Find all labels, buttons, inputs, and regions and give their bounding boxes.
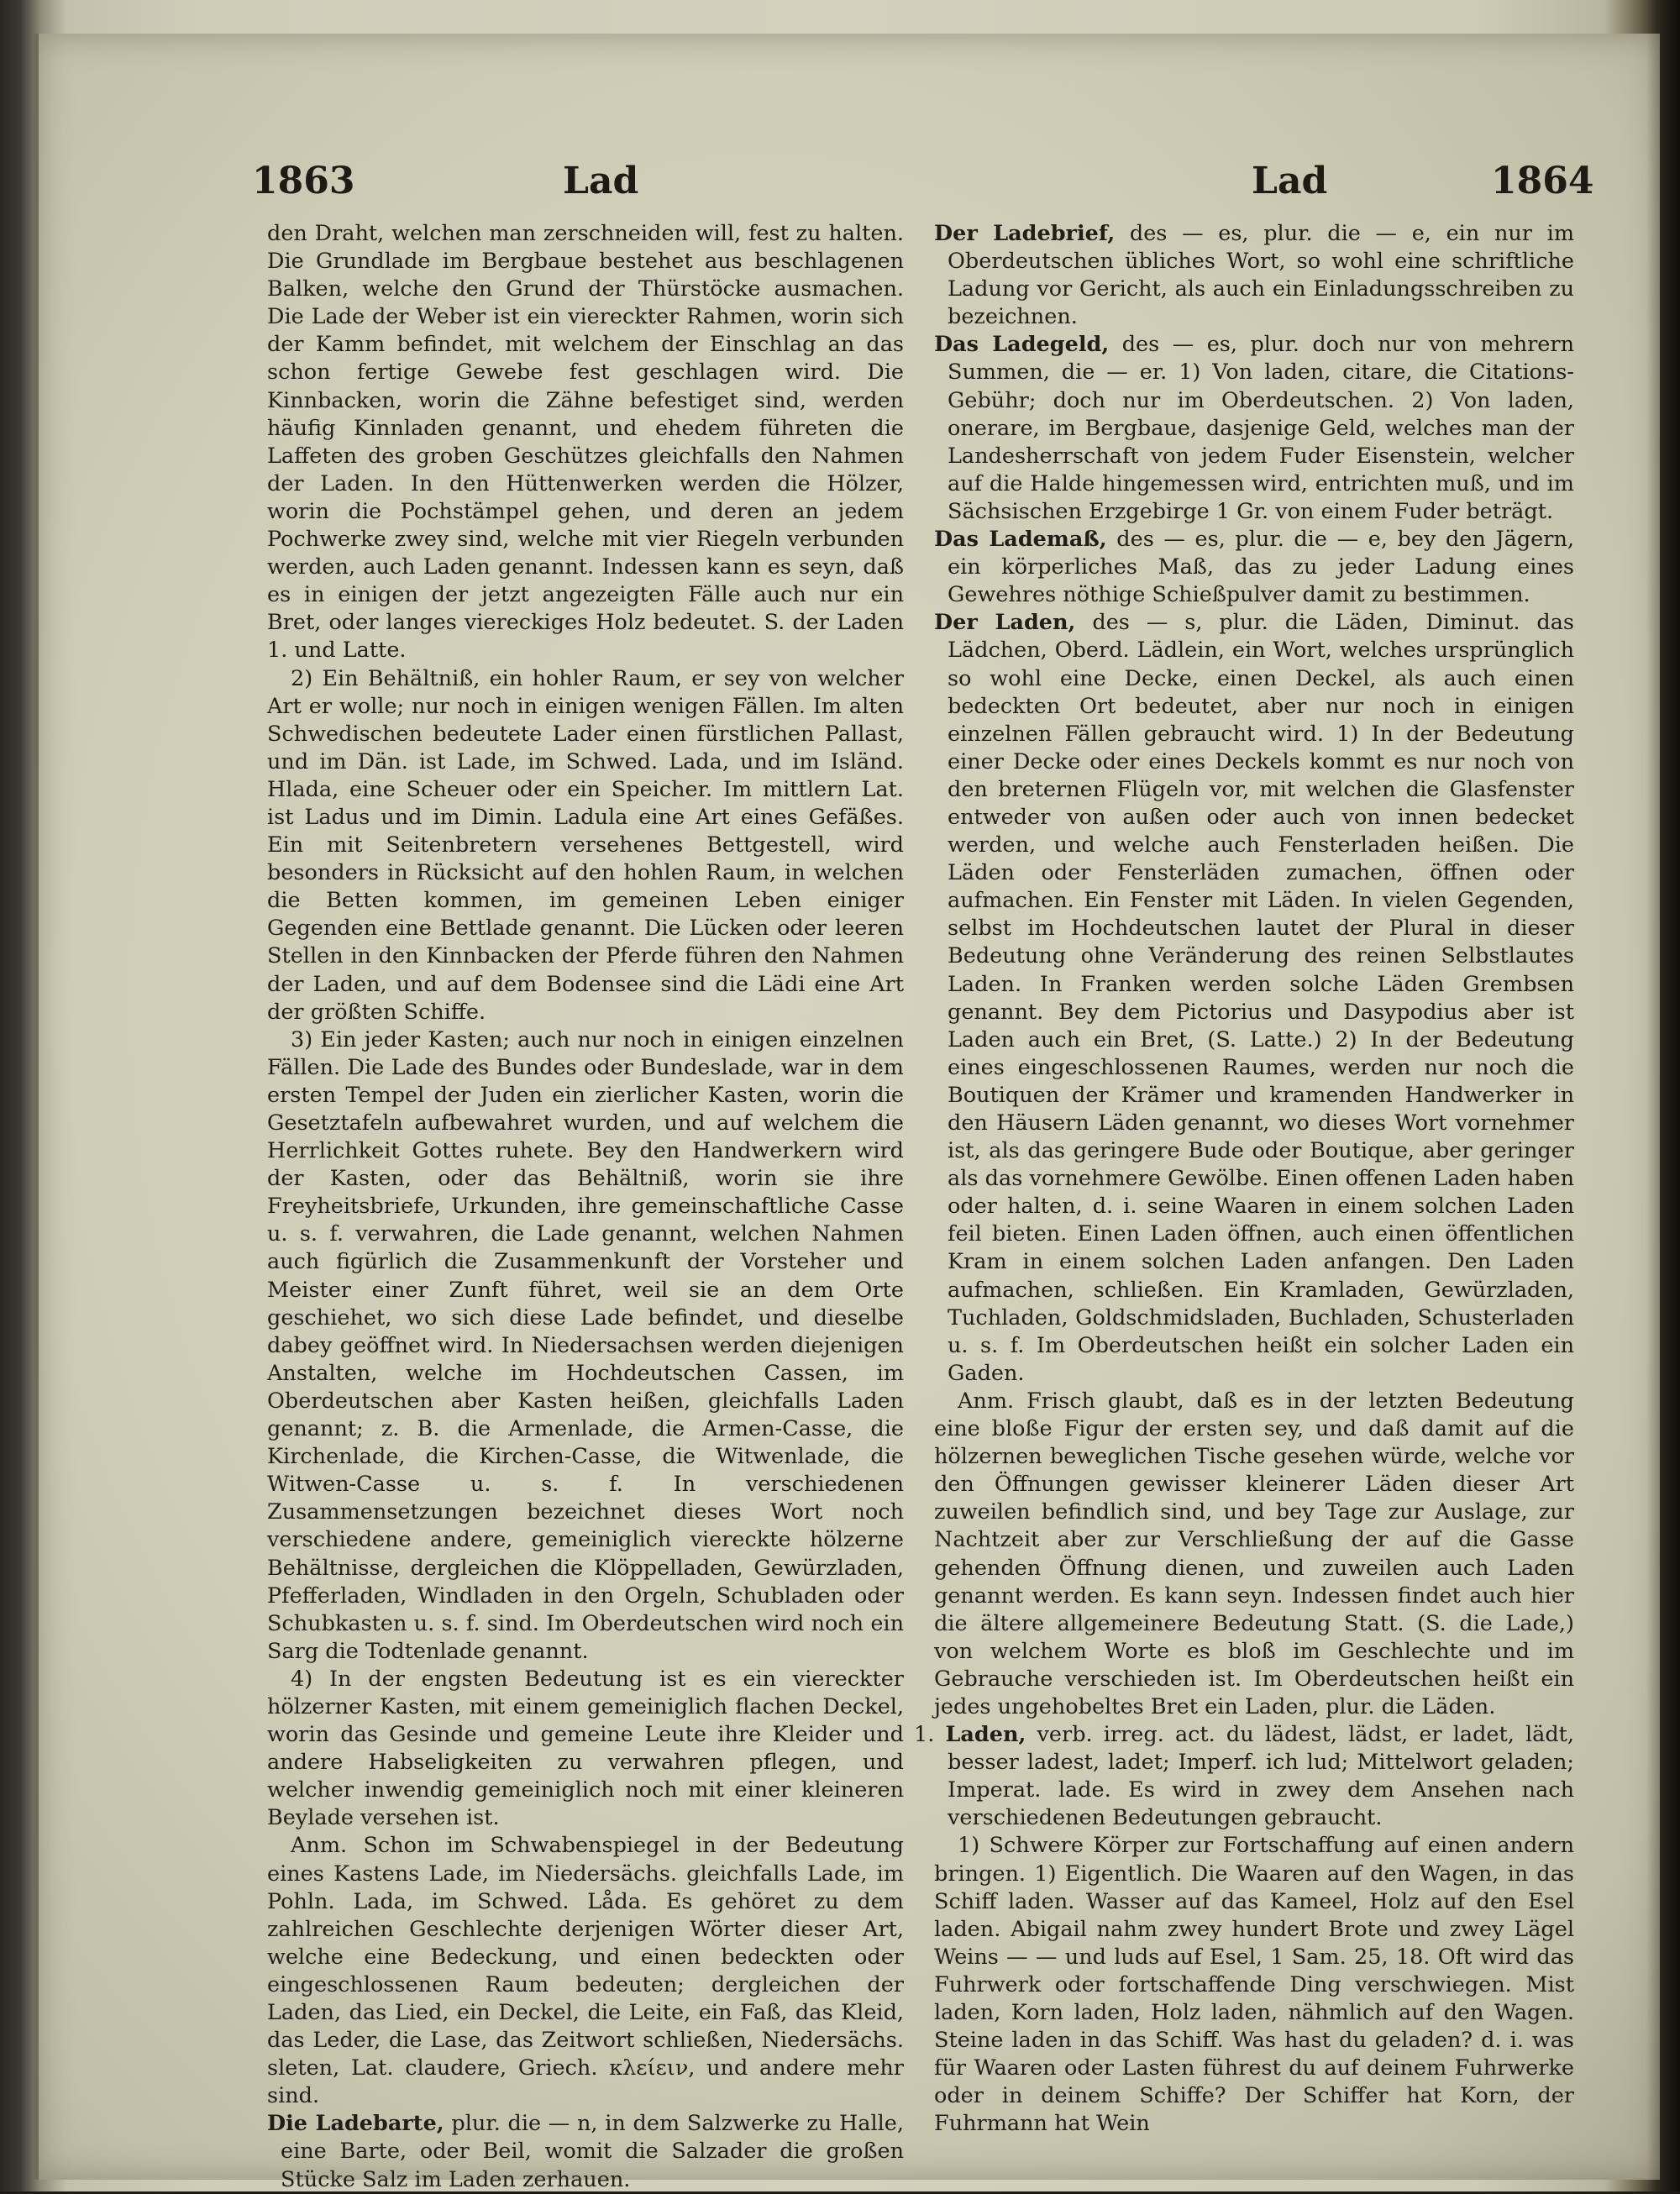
entry-text: des — es, plur. die — e, bey den Jägern, ein körperliches Maß, das zu jeder Ladung eines Gewehres nöthige Schießpulver damit zu bestimmen. xyxy=(948,527,1574,608)
entry-lemma: Laden, xyxy=(945,1722,1026,1748)
entry-text: verb. irreg. act. du lädest, lädst, er ladet, lädt, besser ladest, ladet; Imperf. ich lud; Mittelwort geladen; Imperat. lade. Es wird in zwey dem Ansehen nach verschiedenen Bedeutungen gebraucht. xyxy=(948,1722,1575,1831)
entry-number: 1. xyxy=(914,1722,935,1748)
entry-lemma: Die Ladebarte, xyxy=(267,2111,444,2137)
running-headword-left: Lad xyxy=(563,160,639,202)
entry-lemma: Das Lademaß, xyxy=(934,527,1107,553)
entry-lemma: Der Laden, xyxy=(934,610,1076,636)
entry-text: des — es, plur. doch nur von mehrern Summen, die — er. 1) Von laden, citare, die Citations-Gebühr; doch nur im Oberdeutschen. 2) Von laden, onerare, im Bergbaue, dasjenige Geld, welches man der Landesherrschaft von jedem Fuder Eisenstein, welcher auf die Halde hingemessen wird, entrichten muß, und im Sächsischen Erzgebirge 1 Gr. von einem Fuder beträgt. xyxy=(948,332,1575,524)
paragraph: 4) In der engsten Bedeutung ist es ein viereckter hölzerner Kasten, mit einem gemeiniglich flachen Deckel, worin das Gesinde und gemeine Leute ihre Kleider und andere Habseligkeiten zu verwahren pflegen, und welcher inwendig gemeiniglich noch mit einer kleineren Beylade versehen ist. xyxy=(267,1666,904,1831)
page-number-left: 1863 xyxy=(252,160,355,202)
left-column xyxy=(267,220,905,2192)
paragraph: 1) Schwere Körper zur Fortschaffung auf einen andern bringen. 1) Eigentlich. Die Waaren auf den Wagen, in das Schiff laden. Wasser auf das Kameel, Holz auf den Esel laden. Abigail nahm zwey hundert Brote und zwey Lägel Weins — — und luds auf Esel, 1 Sam. 25, 18. Oft wird das Fuhrwerk oder fortschaffende Ding verschwiegen. Mist laden, Korn laden, Holz laden, nähmlich auf den Wagen. Steine laden in das Schiff. Was hast du geladen? d. i. was für Waaren oder Lasten führest du auf deinem Fuhrwerke oder in deinem Schiffe? Der Schiffer hat Korn, der Fuhrmann hat Wein xyxy=(934,1833,1574,2137)
page-number-right: 1864 xyxy=(1491,160,1594,202)
running-headword-right: Lad xyxy=(1252,160,1328,202)
annotation-paragraph: Anm. Frisch glaubt, daß es in der letzten Bedeutung eine bloße Figur der ersten sey, und daß damit auf die hölzernen beweglichen Tische gesehen würde, welche vor den Öffnungen gewisser kleinerer Läden dieser Art zuweilen befindlich sind, und bey Tage zur Auslage, zur Nachtzeit aber zur Verschließung der auf die Gasse gehenden Öffnung dienen, und zuweilen auch Laden genannt werden. Es kann seyn. Indessen findet auch hier die ältere allgemeinere Bedeutung Statt. (S. die Lade,) von welchem Worte es bloß im Geschlechte und im Gebrauche verschieden ist. Im Oberdeutschen heißt ein jedes ungehobeltes Bret ein Laden, plur. die Läden. xyxy=(934,1388,1574,1719)
paragraph: 3) Ein jeder Kasten; auch nur noch in einigen einzelnen Fällen. Die Lade des Bundes oder Bundeslade, war in dem ersten Tempel der Juden ein zierlicher Kasten, worin die Gesetztafeln aufbewahret wurden, und auf welchem die Herrlichkeit Gottes ruhete. Bey den Handwerkern wird der Kasten, oder das Behältniß, worin sie ihre Freyheitsbriefe, Urkunden, ihre gemeinschaftliche Casse u. s. f. verwahren, die Lade genannt, welchen Nahmen auch figürlich die Zusammenkunft der Vorsteher und Meister einer Zunft führet, weil sie an dem Orte geschiehet, wo sich diese Lade befindet, und dieselbe dabey geöffnet wird. In Niedersachsen werden diejenigen Anstalten, welche im Hochdeutschen Cassen, im Oberdeutschen aber Kasten heißen, gleichfalls Laden genannt; z. B. die Armenlade, die Armen-Casse, die Kirchenlade, die Kirchen-Casse, die Witwenlade, die Witwen-Casse u. s. f. In verschiedenen Zusammensetzungen bezeichnet dieses Wort noch verschiedene andere, gemeiniglich viereckte hölzerne Behältnisse, dergleichen die Klöppelladen, Gewürzladen, Pfefferladen, Windladen in den Orgeln, Schubladen oder Schubkasten u. s. f. sind. Im Oberdeutschen wird noch ein Sarg die Todtenlade genannt. xyxy=(267,1026,904,1664)
paragraph: 2) Ein Behältniß, ein hohler Raum, er sey von welcher Art er wolle; nur noch in einigen wenigen Fällen. Im alten Schwedischen bedeutete Lader einen fürstlichen Pallast, und im Dän. ist Lade, im Schwed. Lada, und im Isländ. Hlada, eine Scheuer oder ein Speicher. Im mittlern Lat. ist Ladus und im Dimin. Ladula eine Art eines Gefäßes. Ein mit Seitenbretern versehenes Bettgestell, wird besonders in Rücksicht auf den hohlen Raum, in welchen die Betten kommen, im gemeinen Leben einiger Gegenden eine Bettlade genannt. Die Lücken oder leeren Stellen in den Kinnbacken der Pferde führen den Nahmen der Laden, und auf dem Bodensee sind die Lädi eine Art der größten Schiffe. xyxy=(267,665,904,1025)
entry-lemma: Der Ladebrief, xyxy=(934,221,1116,246)
entry-text: plur. die — n, in dem Salzwerke zu Halle, eine Barte, oder Beil, womit die Salzader die großen Stücke Salz im Laden zerhauen. xyxy=(281,2111,905,2192)
dictionary-entry xyxy=(267,2110,904,2193)
dictionary-entry xyxy=(934,220,1574,331)
dictionary-entry xyxy=(914,1721,1575,1832)
dictionary-entry xyxy=(934,609,1574,1388)
entry-lemma: Das Ladegeld, xyxy=(934,332,1110,358)
dictionary-entry xyxy=(934,331,1574,526)
running-header xyxy=(0,160,1680,210)
binding-shadow xyxy=(1646,0,1680,2191)
paragraph: den Draht, welchen man zerschneiden will, fest zu halten. Die Grundlade im Bergbaue bestehet aus beschlagenen Balken, welche den Grund der Thürstöcke ausmachen. Die Lade der Weber ist ein viereckter Rahmen, worin sich der Kamm befindet, mit welchem der Einschlag an das schon fertige Gewebe fest geschlagen wird. Die Kinnbacken, worin die Zähne befestiget sind, werden häufig Kinnladen genannt, und ehedem führeten die Laffeten des groben Geschützes gleichfalls den Nahmen der Laden. In den Hüttenwerken werden die Hölzer, worin die Pochstämpel gehen, und deren an jedem Pochwerke zwey sind, welche mit vier Riegeln verbunden werden, auch Laden genannt. Indessen kann es seyn, daß es in einigen der jetzt angezeigten Fälle auch nur ein Bret, oder langes viereckiges Holz bedeutet. S. der Laden 1. und Latte. xyxy=(267,221,904,664)
annotation-paragraph: Anm. Schon im Schwabenspiegel in der Bedeutung eines Kastens Lade, im Niedersächs. gleichfalls Lade, im Pohln. Lada, im Schwed. Låda. Es gehöret zu dem zahlreichen Geschlechte derjenigen Wörter dieser Art, welche eine Bedeckung, und einen bedeckten oder eingeschlossenen Raum bedeuten; dergleichen der Laden, das Lied, ein Deckel, die Leite, ein Faß, das Kleid, das Leder, die Lase, das Zeitwort schließen, Niedersächs. sleten, Lat. claudere, Griech. κλείειν, und andere mehr sind. xyxy=(267,1833,904,2109)
entry-text: des — s, plur. die Läden, Diminut. das Lädchen, Oberd. Lädlein, ein Wort, welches ursprünglich so wohl eine Decke, einen Deckel, als auch einen bedeckten Ort bedeutet, aber nur noch in einigen einzelnen Fällen gebraucht wird. 1) In der Bedeutung einer Decke oder eines Deckels kommt es nur noch von den breternen Flügeln vor, mit welchen die Glasfenster entweder von außen oder auch von innen bedecket werden, und welche auch Fensterladen heißen. Die Läden oder Fensterläden zumachen, öffnen oder aufmachen. Ein Fenster mit Läden. In vielen Gegenden, selbst im Hochdeutschen lautet der Plural in dieser Bedeutung ohne Veränderung des reinen Selbstlautes Laden. In Franken werden solche Läden Grembsen genannt. Bey dem Pictorius und Dasypodius aber ist Laden auch ein Bret, (S. Latte.) 2) In der Bedeutung eines eingeschlossenen Raumes, werden nur noch die Boutiquen der Krämer und kramenden Handwerker in den Häusern Läden genannt, wo dieses Wort vornehmer ist, als das geringere Bude oder Boutique, aber geringer als das vornehmere Gewölbe. Einen offenen Laden haben oder halten, d. i. seine Waaren in einem solchen Laden feil bieten. Einen Laden öffnen, auch einen öffentlichen Kram in einem solchen Laden anfangen. Den Laden aufmachen, schließen. Ein Kramladen, Gewürzladen, Tuchladen, Goldschmidsladen, Buchladen, Schusterladen u. s. f. Im Oberdeutschen heißt ein solcher Laden ein Gaden. xyxy=(948,610,1574,1386)
right-column xyxy=(914,220,1575,2137)
entry-text: des — es, plur. die — e, ein nur im Oberdeutschen übliches Wort, so wohl eine schriftliche Ladung vor Gericht, als auch ein Einladungsschreiben zu bezeichnen. xyxy=(948,221,1574,330)
dictionary-entry xyxy=(934,526,1574,609)
